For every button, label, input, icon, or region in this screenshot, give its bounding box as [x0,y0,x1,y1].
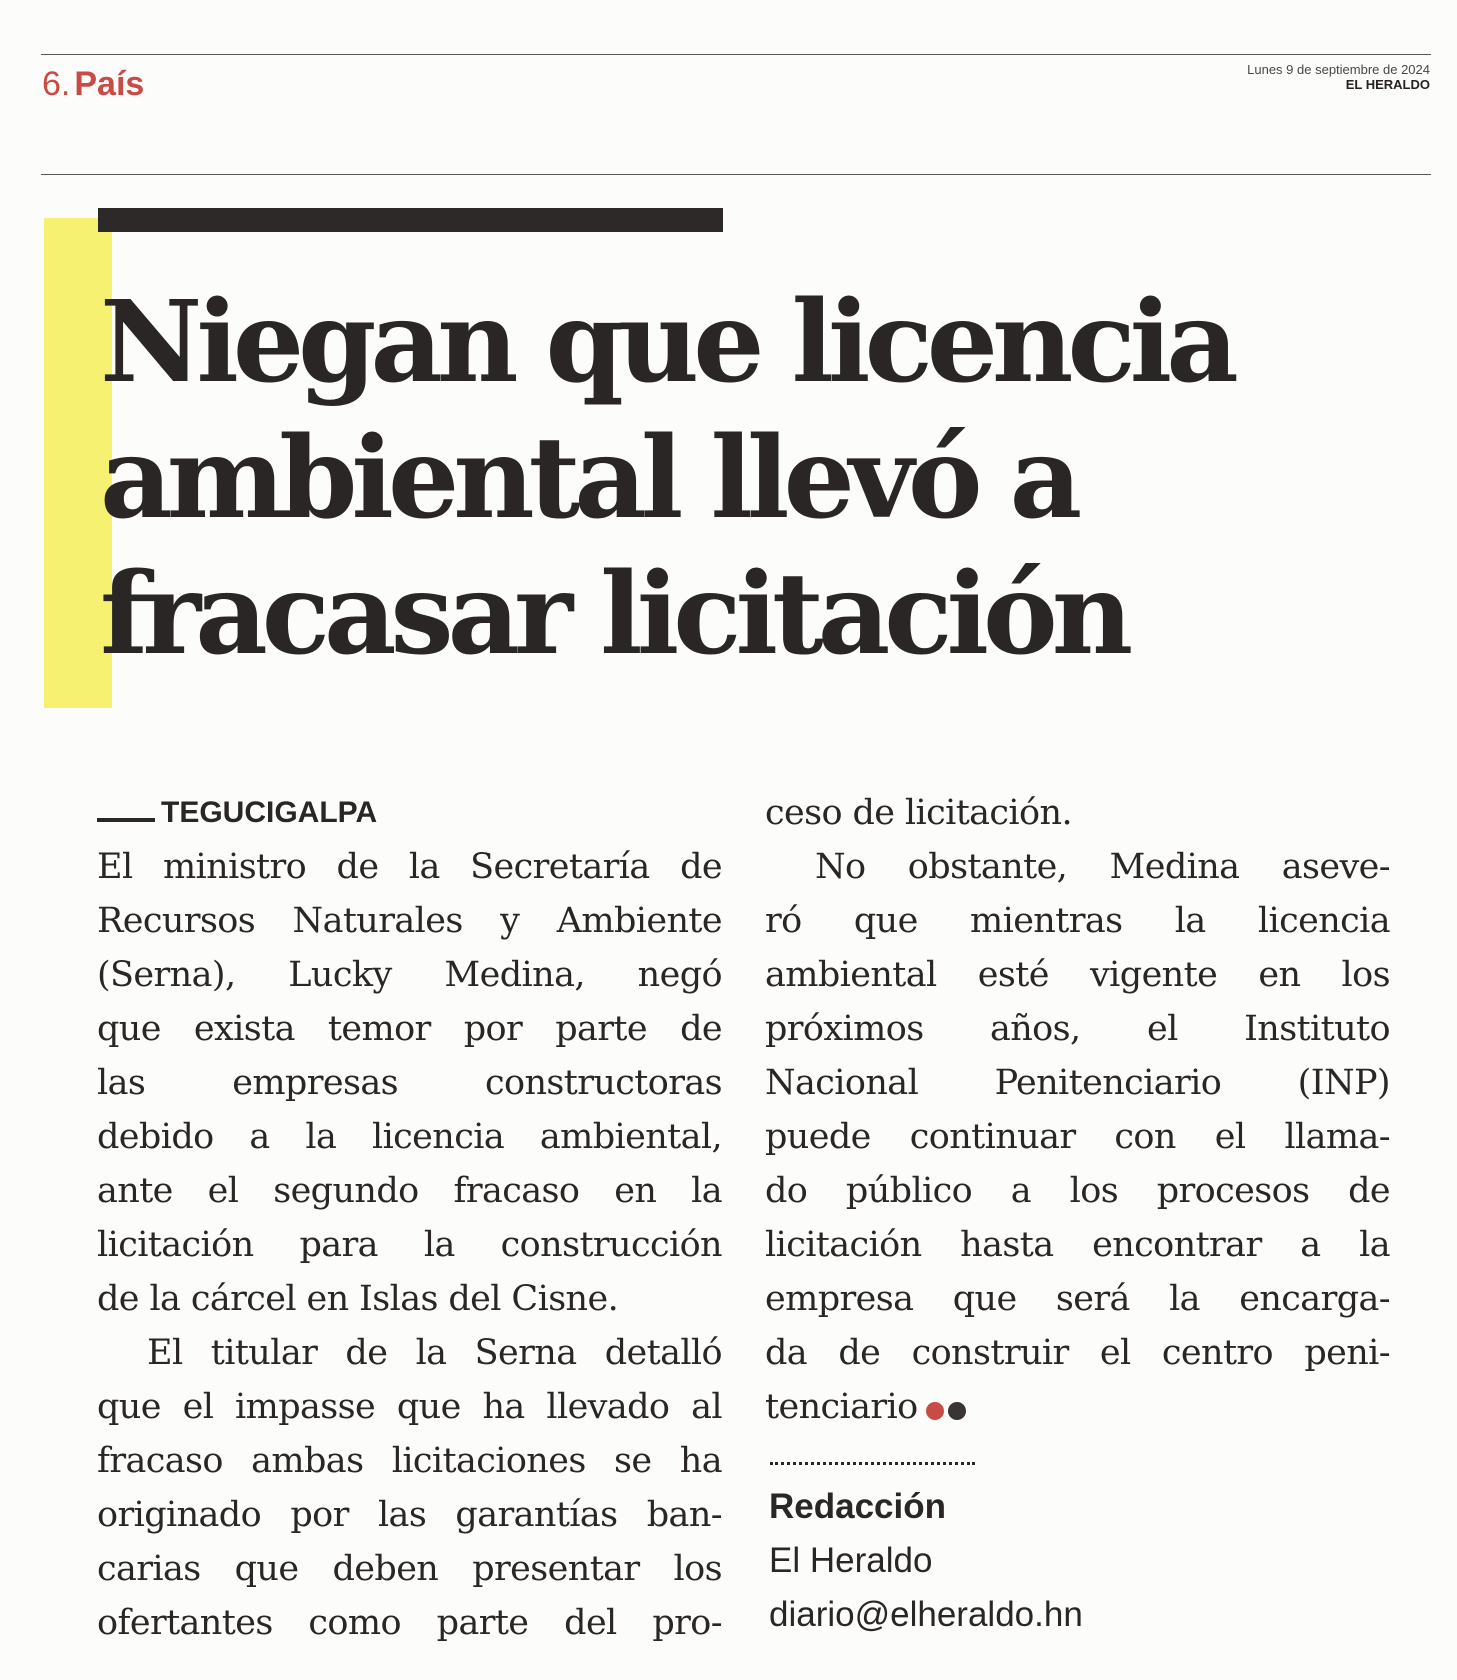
body-line-end: tenciario [765,1387,918,1427]
headline-rule [98,208,723,232]
body-line: El ministro de la Secretaría de [97,847,722,887]
section-name: País [74,65,145,103]
body-line: do público a los procesos de [765,1171,1390,1211]
byline-paper: El Heraldo [769,1541,933,1580]
issue-date: Lunes 9 de septiembre de 2024 [1247,62,1430,77]
body-line: debido a la licencia ambiental, [97,1117,722,1157]
dateline [97,786,722,840]
body-line: El titular de la Serna detalló [147,1333,722,1373]
paper-name: EL HERALDO [1345,77,1430,92]
byline-name: Redacción [769,1487,946,1526]
headline [100,275,1420,683]
body-line-last [765,1380,1390,1434]
body-line: que exista temor por parte de [97,1009,722,1049]
body-line: ante el segundo fracaso en la [97,1171,722,1211]
body-line: ofertantes como parte del pro- [97,1603,722,1643]
body-line: ceso de licitación. [765,793,1072,833]
end-dot-red-icon [926,1402,944,1420]
body-line: empresa que será la encarga- [765,1279,1390,1319]
body-line: fracaso ambas licitaciones se ha [97,1441,722,1481]
dateline-city: TEGUCIGALPA [161,796,378,829]
body-line: (Serna), Lucky Medina, negó [97,955,722,995]
header-bottom-rule [41,174,1431,175]
byline-email: diario@elheraldo.hn [769,1595,1083,1634]
body-line: licitación para la construcción [97,1225,722,1265]
body-line: carias que deben presentar los [97,1549,722,1589]
body-line: licitación hasta encontrar a la [765,1225,1390,1265]
body-line: ró que mientras la licencia [765,901,1390,941]
body-line: No obstante, Medina aseve- [815,847,1390,887]
header-dateline [1247,62,1430,92]
signature-dotted-rule [770,1462,975,1465]
body-line: que el impasse que ha llevado al [97,1387,722,1427]
headline-line: fracasar licitación [100,549,1128,680]
end-of-article-mark [926,1382,970,1436]
header-top-rule [41,54,1431,55]
end-dot-dark-icon [948,1402,966,1420]
section-label [42,64,144,104]
page-separator: . [60,65,71,103]
body-line: puede continuar con el llama- [765,1117,1390,1157]
body-line: de la cárcel en Islas del Cisne. [97,1279,619,1319]
body-line: próximos años, el Instituto [765,1009,1390,1049]
body-line: Recursos Naturales y Ambiente [97,901,722,941]
body-line: las empresas constructoras [97,1063,722,1103]
byline [769,1480,1083,1642]
body-line: Nacional Penitenciario (INP) [765,1063,1390,1103]
headline-line: Niegan que licencia [100,277,1233,408]
body-line: originado por las garantías ban- [97,1495,722,1535]
page-number: 6 [42,65,61,103]
dateline-dash [97,818,155,822]
article-column-right [765,786,1390,1434]
article-column-left [97,786,722,1650]
headline-line: ambiental llevó a [100,413,1077,544]
body-line: da de construir el centro peni- [765,1333,1390,1373]
body-line: ambiental esté vigente en los [765,955,1390,995]
